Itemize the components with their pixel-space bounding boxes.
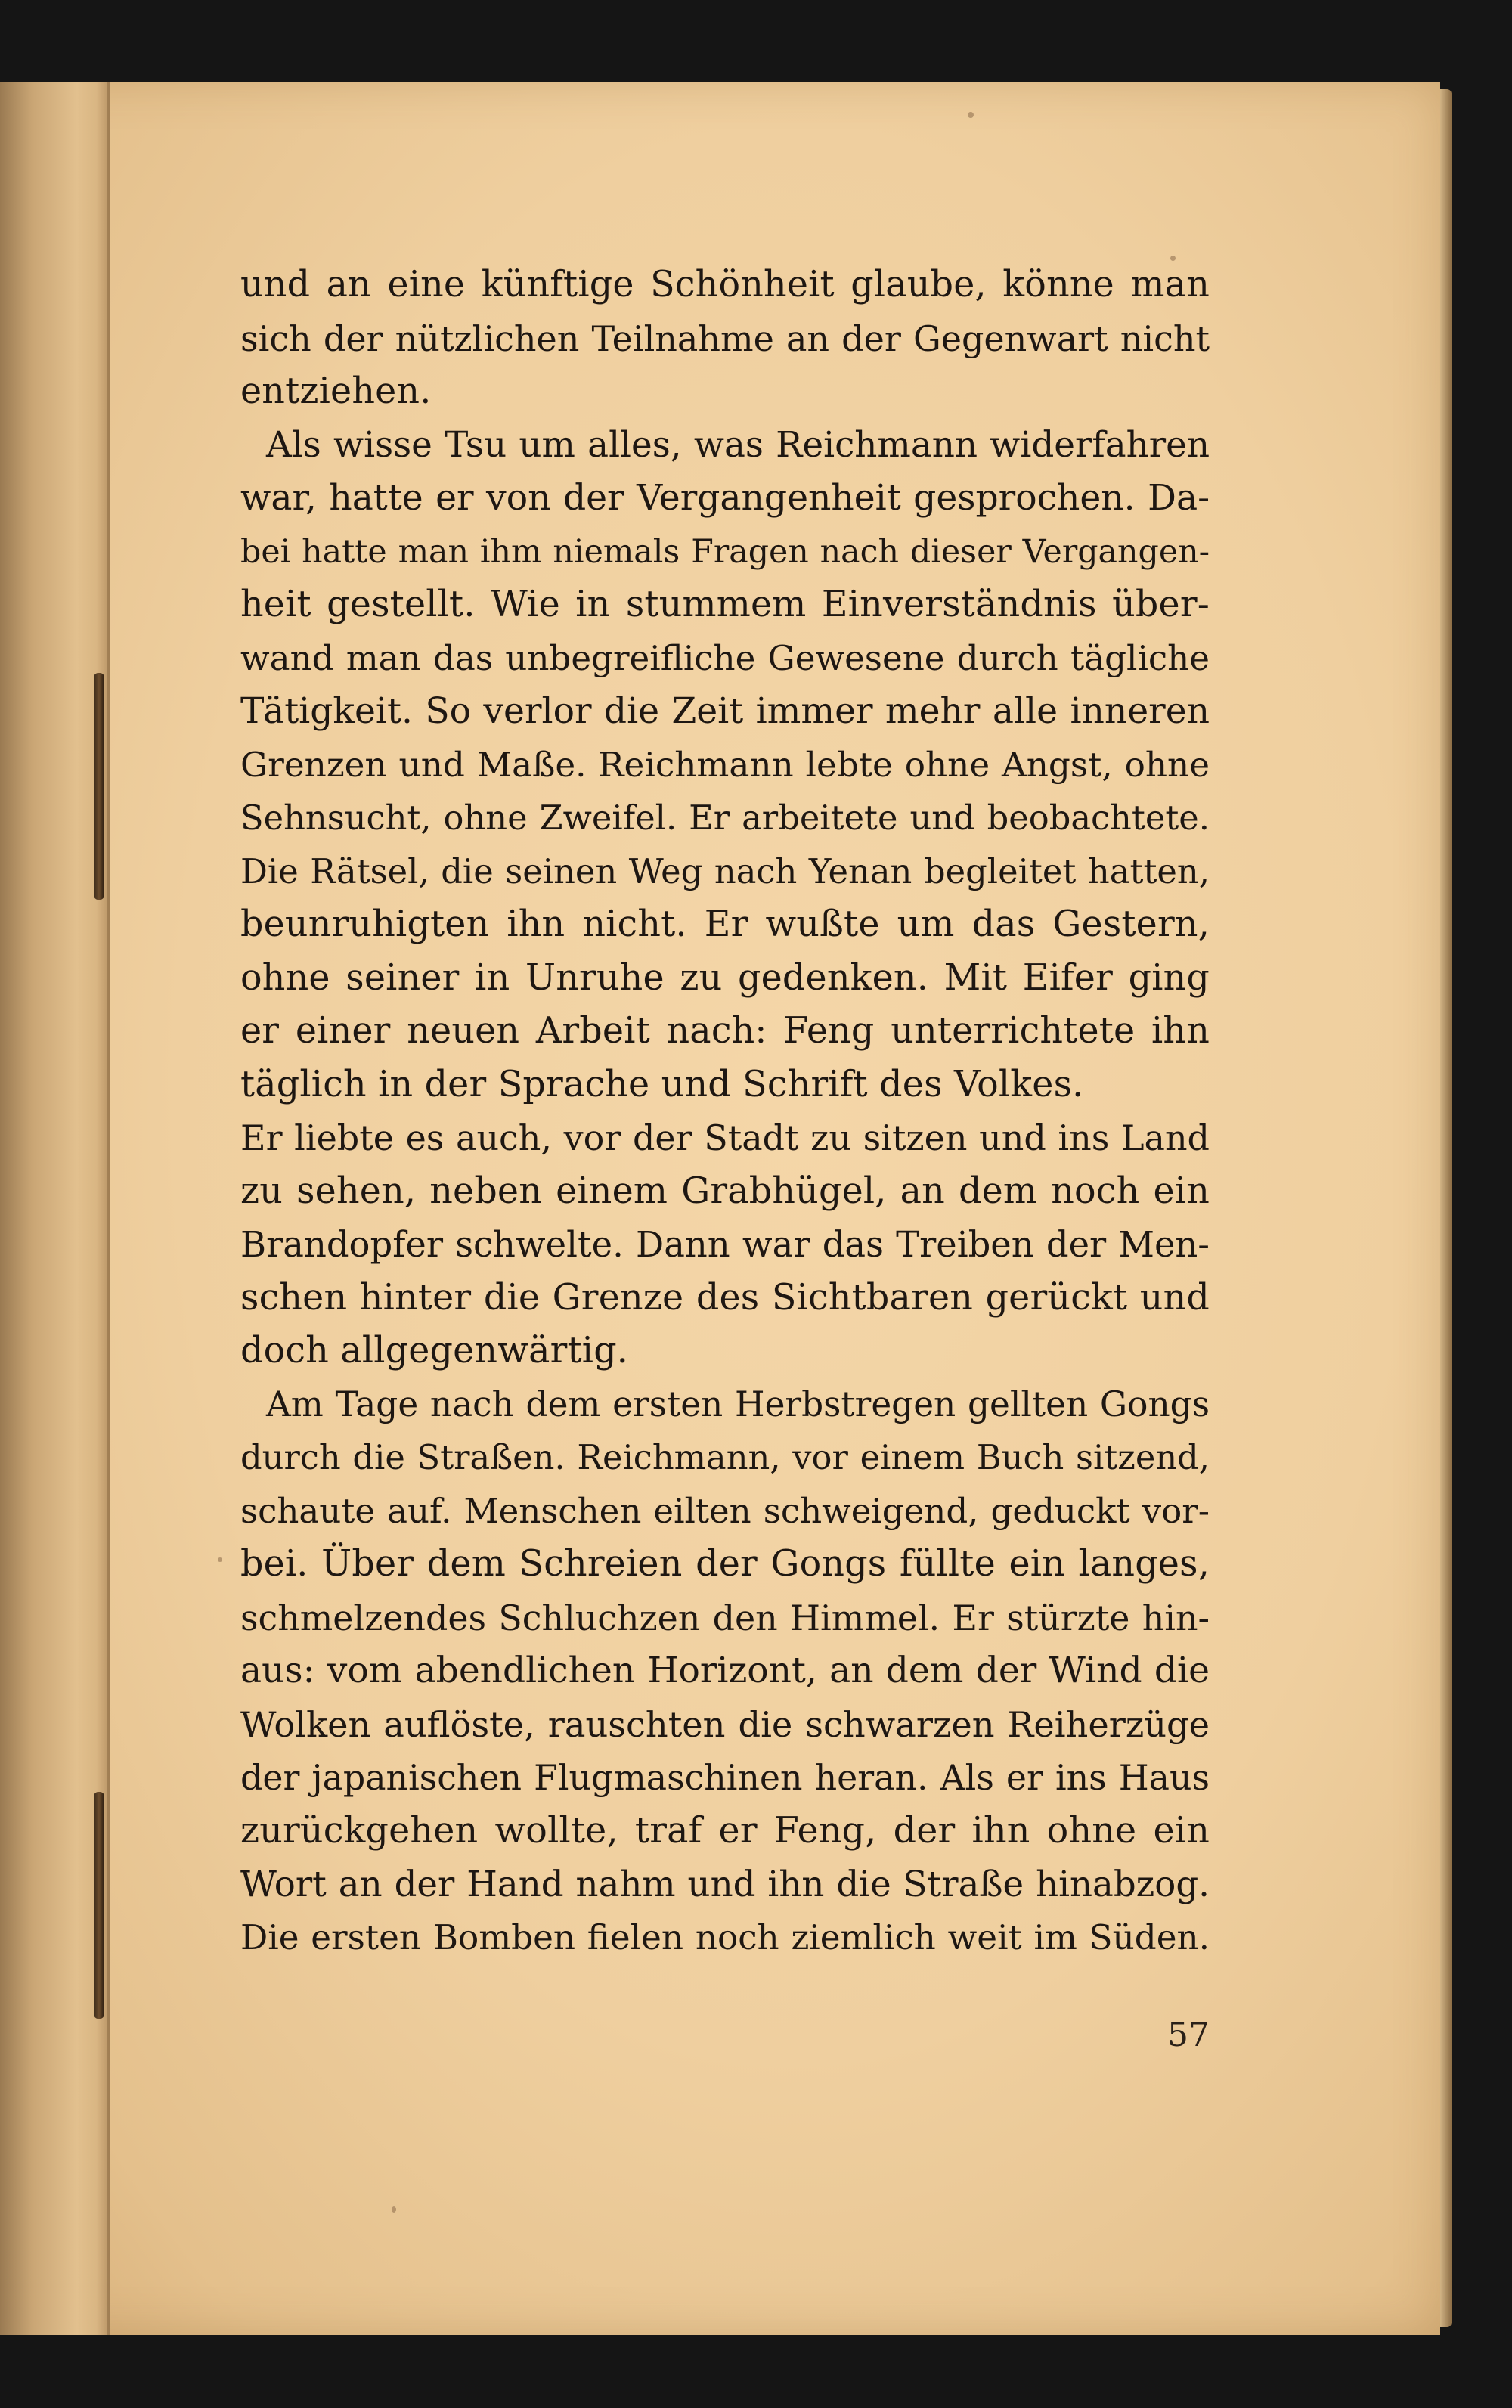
text-line: ohne seiner in Unruhe zu gedenken. Mit Eifer ging <box>240 956 1210 999</box>
text-line: wand man das unbegreifliche Gewesene durch tägliche <box>240 637 1210 678</box>
text-line: Grenzen und Maße. Reichmann lebte ohne Angst, ohne <box>240 744 1210 785</box>
binding-thread-top <box>94 673 104 900</box>
text-line: Wort an der Hand nahm und ihn die Straße hinabzog. <box>240 1864 1210 1904</box>
text-line: zu sehen, neben einem Grabhügel, an dem noch ein <box>240 1170 1210 1212</box>
text-line: durch die Straßen. Reichmann, vor einem Buch sitzend, <box>240 1437 1210 1477</box>
text-line: Als wisse Tsu um alles, was Reichmann widerfahren <box>266 424 1210 466</box>
paper-speck <box>968 112 974 118</box>
paper-speck <box>392 2206 396 2213</box>
text-line: Wolken auflöste, rauschten die schwarzen Reiherzüge <box>240 1703 1210 1745</box>
text-line: schen hinter die Grenze des Sichtbaren gerückt und <box>240 1276 1210 1319</box>
text-line: der japanischen Flugmaschinen heran. Als er ins Haus <box>240 1757 1210 1798</box>
text-line: doch allgegenwärtig. <box>240 1330 629 1371</box>
text-line: täglich in der Sprache und Schrift des Volkes. <box>240 1063 1084 1105</box>
text-line: Sehnsucht, ohne Zweifel. Er arbeitete und beobachtete. <box>240 798 1210 838</box>
text-line: und an eine künftige Schönheit glaube, könne man <box>240 264 1210 305</box>
text-line: beunruhigten ihn nicht. Er wußte um das Gestern, <box>240 903 1210 945</box>
text-line: Die ersten Bomben fielen noch ziemlich weit im Süden. <box>240 1917 1210 1957</box>
text-line: war, hatte er von der Vergangenheit gesprochen. Da- <box>240 477 1210 519</box>
text-line: bei hatte man ihm niemals Fragen nach dieser Vergangen- <box>240 532 1210 571</box>
text-line: zurückgehen wollte, traf er Feng, der ihn ohne ein <box>240 1809 1210 1852</box>
text-line: Am Tage nach dem ersten Herbstregen gellten Gongs <box>266 1384 1210 1424</box>
text-line: er einer neuen Arbeit nach: Feng unterrichtete ihn <box>240 1010 1210 1052</box>
text-line: entziehen. <box>240 370 432 412</box>
text-line: heit gestellt. Wie in stummem Einverständnis über- <box>240 584 1210 625</box>
text-line: Brandopfer schwelte. Dann war das Treiben der Men- <box>240 1224 1210 1265</box>
page-number: 57 <box>1167 2016 1210 2054</box>
text-line: Tätigkeit. So verlor die Zeit immer mehr alle inneren <box>240 690 1210 732</box>
gutter-fold-line <box>107 82 110 2335</box>
text-line: sich der nützlichen Teilnahme an der Gegenwart nicht <box>240 318 1210 359</box>
binding-thread-bottom <box>94 1792 104 2019</box>
text-line: aus: vom abendlichen Horizont, an dem der Wind die <box>240 1650 1210 1691</box>
text-line: schmelzendes Schluchzen den Himmel. Er stürzte hin- <box>240 1597 1210 1638</box>
text-line: schaute auf. Menschen eilten schweigend, geduckt vor- <box>240 1490 1210 1531</box>
text-line: Die Rätsel, die seinen Weg nach Yenan begleitet hatten, <box>240 851 1210 891</box>
text-line: Er liebte es auch, vor der Stadt zu sitzen und ins Land <box>240 1117 1210 1158</box>
text-line: bei. Über dem Schreien der Gongs füllte ein langes, <box>240 1543 1210 1585</box>
paper-speck <box>218 1557 222 1562</box>
body-text <box>240 259 1210 1964</box>
